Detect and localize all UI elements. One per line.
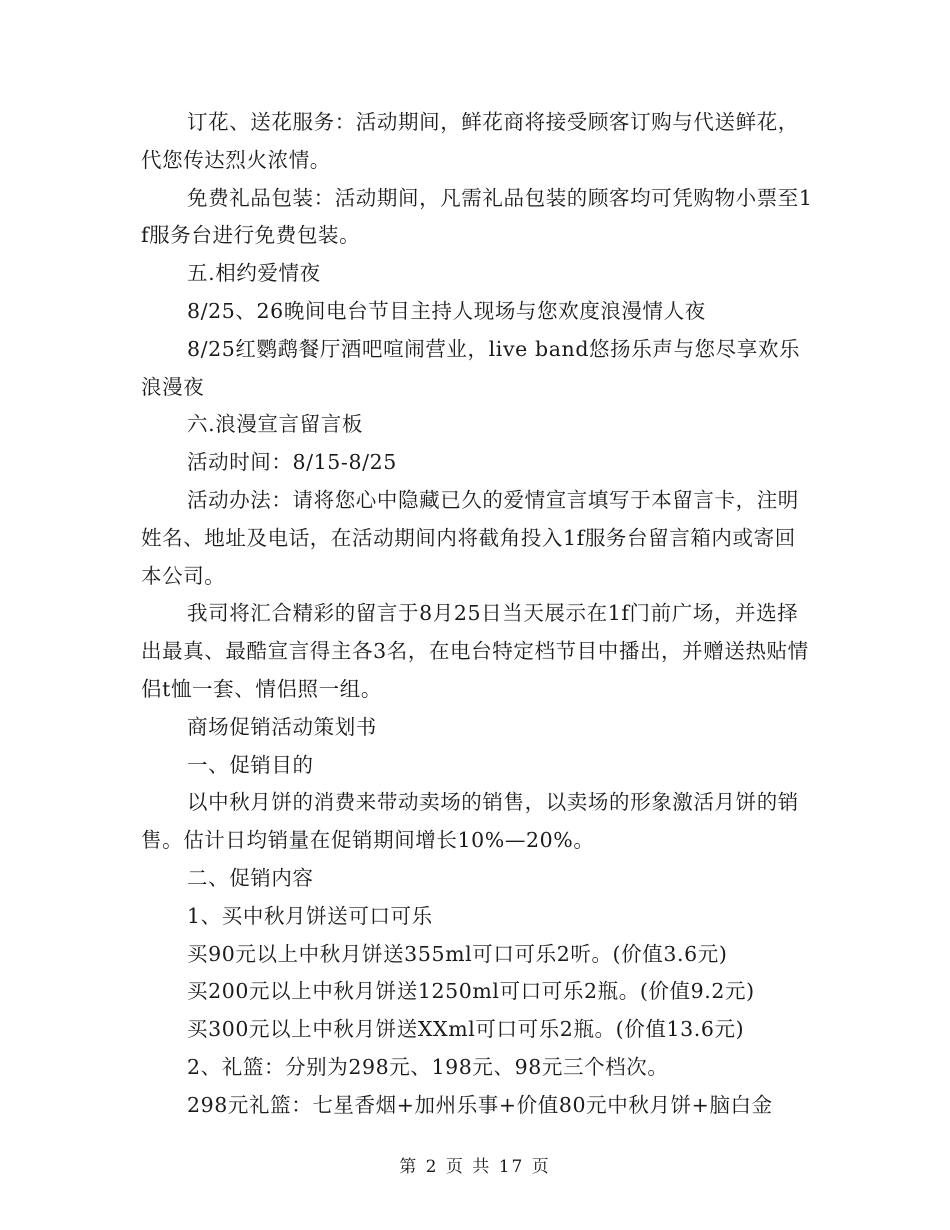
document-body: [141, 104, 813, 1125]
paragraph-restaurant-bar: 8/25红鹦鹉餐厅酒吧喧闹营业，live band悠扬乐声与您尽享欢乐浪漫夜: [141, 336, 801, 399]
page-number-footer: 第 2 页 共 17 页: [399, 1157, 551, 1177]
paragraph-offer-200: 买200元以上中秋月饼送1250ml可口可乐2瓶。(价值9.2元): [187, 979, 755, 1004]
paragraph-radio-host-event: 8/25、26晚间电台节目主持人现场与您欢度浪漫情人夜: [187, 298, 706, 323]
paragraph-cola-offer: 1、买中秋月饼送可口可乐: [187, 903, 433, 928]
paragraph-purpose: 以中秋月饼的消费来带动卖场的销售，以卖场的形象激活月饼的销售。估计日均销量在促销期间增长10%—20%。: [141, 790, 799, 853]
paragraph-gift-baskets: 2、礼篮：分别为298元、198元、98元三个档次。: [187, 1054, 669, 1079]
paragraph-flower-service: 订花、送花服务：活动期间，鲜花商将接受顾客订购与代送鲜花，代您传达烈火浓情。: [141, 110, 799, 172]
paragraph-gift-wrapping: 免费礼品包装：活动期间，凡需礼品包装的顾客均可凭购物小票至1f服务台进行免费包装。: [141, 185, 813, 248]
paragraph-activity-method: 活动办法：请将您心中隐藏已久的爱情宣言填写于本留言卡，注明姓名、地址及电话，在活动期间内将截角投入1f服务台留言箱内或寄回本公司。: [141, 487, 799, 588]
paragraph-offer-90: 买90元以上中秋月饼送355ml可口可乐2听。(价值3.6元): [187, 941, 728, 966]
document-title-promotion-plan: 商场促销活动策划书: [187, 714, 377, 739]
section-heading-love-night: 五.相约爱情夜: [187, 261, 321, 286]
section-heading-content: 二、促销内容: [187, 865, 314, 890]
paragraph-basket-298: 298元礼篮：七星香烟+加州乐事+价值80元中秋月饼+脑白金: [187, 1092, 773, 1117]
paragraph-winners: 我司将汇合精彩的留言于8月25日当天展示在1f门前广场，并选择出最真、最酷宣言得主各3名，在电台特定档节目中播出，并赠送热贴情侣t恤一套、情侣照一组。: [141, 601, 809, 701]
paragraph-offer-300: 买300元以上中秋月饼送XXml可口可乐2瓶。(价值13.6元): [187, 1017, 745, 1042]
paragraph-activity-time: 活动时间：8/15-8/25: [187, 450, 397, 475]
section-heading-message-board: 六.浪漫宣言留言板: [187, 412, 363, 437]
section-heading-purpose: 一、促销目的: [187, 752, 314, 777]
